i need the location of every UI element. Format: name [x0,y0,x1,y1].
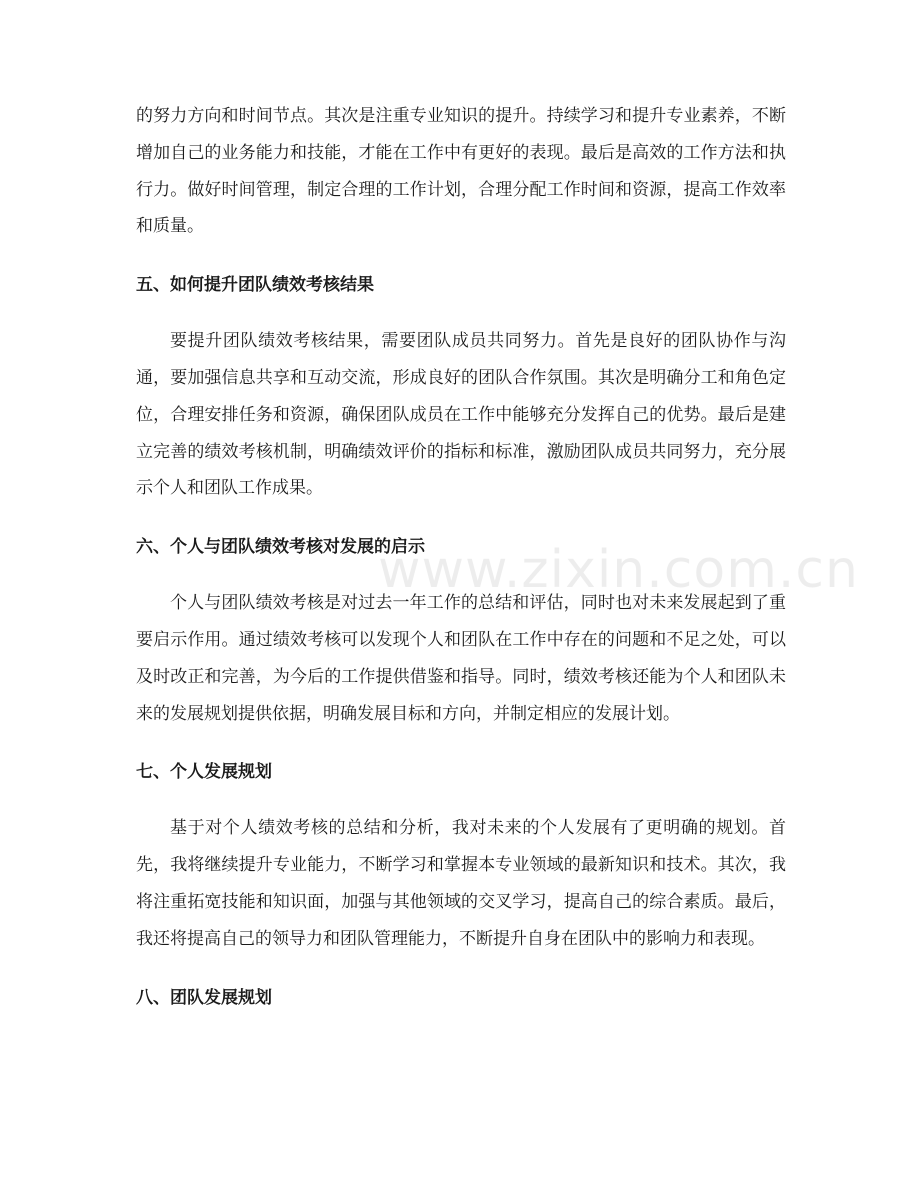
watermark-text: www.zixin.com.cn [378,540,859,600]
section-6-paragraph: 个人与团队绩效考核是对过去一年工作的总结和评估，同时也对未来发展起到了重要启示作用。通过绩效考核可以发现个人和团队在工作中存在的问题和不足之处，可以及时改正和完善，为今后的工作提供借鉴和指导。同时，绩效考核还能为个人和团队未来的发展规划提供依据，明确发展目标和方向，并制定相应的发展计划。 [136,593,786,724]
section-5-heading: 五、如何提升团队绩效考核结果 [136,275,374,296]
section-7-heading: 七、个人发展规划 [136,762,272,783]
section-7-paragraph: 基于对个人绩效考核的总结和分析，我对未来的个人发展有了更明确的规划。首先，我将继续提升专业能力，不断学习和掌握本专业领域的最新知识和技术。其次，我将注重拓宽技能和知识面，加强与其他领域的交叉学习，提高自己的综合素质。最后，我还将提高自己的领导力和团队管理能力，不断提升自身在团队中的影响力和表现。 [136,818,786,949]
section-6-heading: 六、个人与团队绩效考核对发展的启示 [136,537,425,558]
document-body [136,98,786,1010]
section-8-heading: 八、团队发展规划 [136,987,272,1008]
section-5-paragraph: 要提升团队绩效考核结果，需要团队成员共同努力。首先是良好的团队协作与沟通，要加强信息共享和互动交流，形成良好的团队合作氛围。其次是明确分工和角色定位，合理安排任务和资源，确保团队成员在工作中能够充分发挥自己的优势。最后是建立完善的绩效考核机制，明确绩效评价的指标和标准，激励团队成员共同努力，充分展示个人和团队工作成果。 [136,331,786,499]
intro-paragraph: 的努力方向和时间节点。其次是注重专业知识的提升。持续学习和提升专业素养，不断增加自己的业务能力和技能，才能在工作中有更好的表现。最后是高效的工作方法和执行力。做好时间管理，制定合理的工作计划，合理分配工作时间和资源，提高工作效率和质量。 [136,106,786,237]
